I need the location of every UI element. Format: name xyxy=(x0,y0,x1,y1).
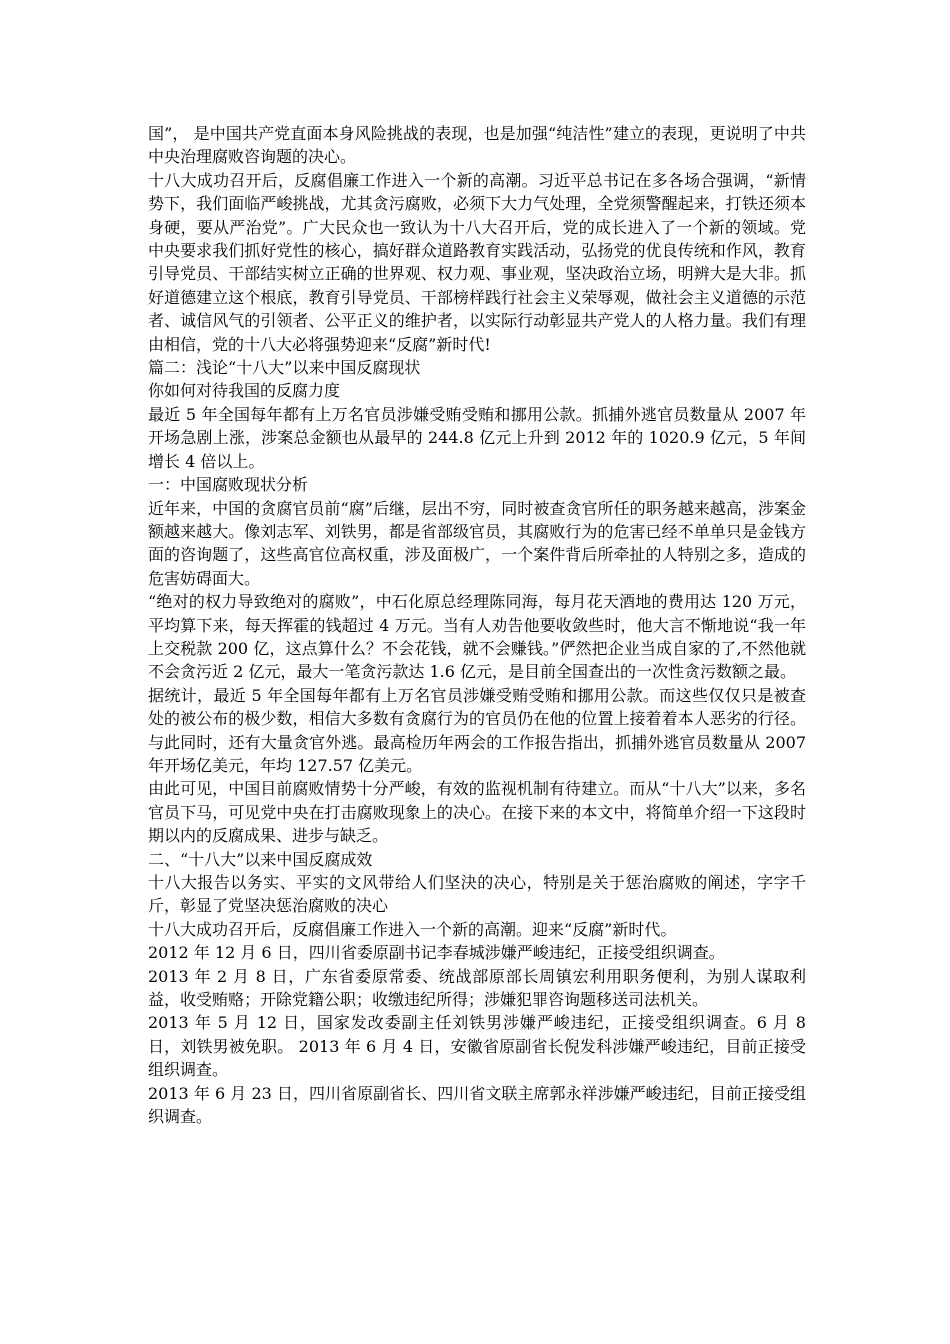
paragraph-officials-statistics: 最近 5 年全国每年都有上万名官员涉嫌受贿受贿和挪用公款。抓捕外逃官员数量从 2007 年开场急剧上涨，涉案总金额也从最早的 244.8 亿元上升到 2012 年的 1020.9 亿元，5 年间增长 4 倍以上。 xyxy=(148,404,806,471)
paragraph-absolute-power: “绝对的权力导致绝对的腐败”，中石化原总经理陈同海，每月花天酒地的费用达 120 万元，平均算下来，每天挥霍的钱超过 4 万元。当有人劝告他要收敛些时，他大言不惭地说“我一年上交税款 200 亿，这点算什么？不会花钱，就不会赚钱。”俨然把企业当成自家的了,不然他就不会贪污近 2 亿元，最大一笔贪污款达 1.6 亿元，是目前全国查出的一次性贪污数额之最。 xyxy=(148,592,806,682)
article-two-subtitle: 你如何对待我国的反腐力度 xyxy=(148,381,341,401)
timeline-item-2013-05-12: 2013 年 5 月 12 日，国家发改委副主任刘铁男涉嫌严峻违纪，正接受组织调查。6 月 8 日，刘铁男被免职。 2013 年 6 月 4 日，安徽省原副省长倪发科涉嫌严峻违纪，目前正接受组织调查。 xyxy=(148,1013,806,1080)
timeline-item-2013-02-08: 2013 年 2 月 8 日，广东省委原常委、统战部原部长周镇宏利用职务便利，为别人谋取利益，收受贿赂；开除党籍公职；收缴违纪所得；涉嫌犯罪咨询题移送司法机关。 xyxy=(148,966,806,1010)
paragraph-new-era: 十八大成功召开后，反腐倡廉工作进入一个新的高潮。迎来“反腐”新时代。 xyxy=(148,919,677,939)
paragraph-conclusion-situation: 由此可见，中国目前腐败情势十分严峻，有效的监视机制有待建立。而从“十八大”以来，多名官员下马，可见党中央在打击腐败现象上的决心。在接下来的本文中，将简单介绍一下这段时期以内的反腐成果、进步与缺乏。 xyxy=(148,779,806,846)
document-body xyxy=(148,122,806,1128)
paragraph-corruption-trend: 近年来，中国的贪腐官员前“腐”后继，层出不穷，同时被查贪官所任的职务越来越高，涉案金额越来越大。像刘志军、刘铁男，都是省部级官员，其腐败行为的危害已经不单单只是金钱方面的咨询题了，这些高官位高权重，涉及面极广，一个案件背后所牵扯的人特别之多，造成的危害妨碍面大。 xyxy=(148,498,806,588)
section-heading-one: 一：中国腐败现状分析 xyxy=(148,475,309,495)
paragraph-report-style: 十八大报告以务实、平实的文风带给人们坚決的决心，特别是关于惩治腐败的阐述，字字千斤，彰显了党坚决惩治腐败的决心 xyxy=(148,873,806,916)
timeline-item-2013-06-23: 2013 年 6 月 23 日，四川省原副省长、四川省文联主席郭永祥涉嫌严峻违纪，目前正接受组织调查。 xyxy=(148,1083,806,1127)
paragraph-intro-continuation: 国”， 是中国共产党直面本身风险挑战的表现，也是加强“纯洁性”建立的表现，更说明了中共中央治理腐败咨询题的决心。 xyxy=(148,124,806,167)
paragraph-eighteenth-congress-anticorruption: 十八大成功召开后，反腐倡廉工作进入一个新的高潮。习近平总书记在多各场合强调，“新情势下，我们面临严峻挑战，尤其贪污腐败，必须下大力气处理，全党须警醒起来，打铁还须本身硬，要从严治党”。广大民众也一致认为十八大召开后，党的成长进入了一个新的领域。党中央要求我们抓好党性的核心，搞好群众道路教育实践活动，弘扬党的优良传统和作风，教育引导党员、干部结实树立正确的世界观、权力观、事业观，坚决政治立场，明辨大是大非。抓好道德建立这个根底，教育引导党员、干部榜样践行社会主义荣辱观，做社会主义道德的示范者、诚信风气的引领者、公平正义的维护者，以实际行动彰显共产党人的人格力量。我们有理由相信，党的十八大必将强势迎来“反腐”新时代! xyxy=(148,170,806,354)
timeline-item-2012-12-06: 2012 年 12 月 6 日，四川省委原副书记李春城涉嫌严峻违纪，正接受组织调查。 xyxy=(148,943,725,963)
paragraph-statistics-fugitives: 据统计，最近 5 年全国每年都有上万名官员涉嫌受贿受贿和挪用公款。而这些仅仅只是被查处的被公布的极少数，相信大多数有贪腐行为的官员仍在他的位置上接着着本人恶劣的行径。与此同时，还有大量贪官外逃。最高检历年两会的工作报告指出，抓捕外逃官员数量从 2007 年开场亿美元，年均 127.57 亿美元。 xyxy=(148,685,806,775)
article-two-title: 篇二：浅论“十八大”以来中国反腐现状 xyxy=(148,358,421,378)
section-heading-two: 二、“十八大”以来中国反腐成效 xyxy=(148,849,373,869)
